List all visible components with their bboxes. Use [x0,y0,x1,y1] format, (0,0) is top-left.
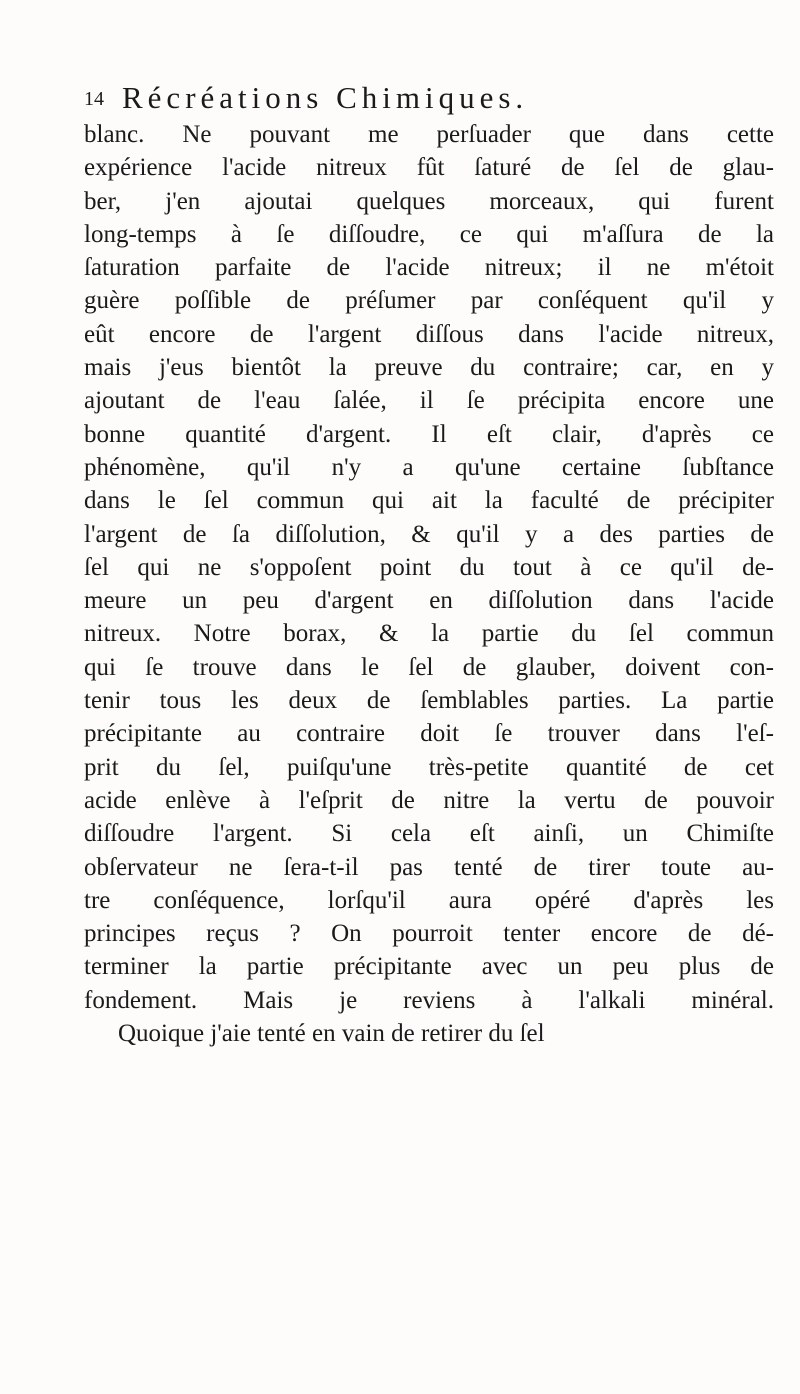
page-header [84,80,764,116]
text-line: nitreux. Notre borax, & la partie du ſel commun [84,620,774,648]
text-line: guère poſſible de préſumer par conſéquent qu'il y [84,287,774,315]
text-line: Quoique j'aie tenté en vain de retirer du ſel [118,1020,545,1048]
text-line: l'argent de ſa diſſolution, & qu'il y a des parties de [84,520,774,548]
text-line: bonne quantité d'argent. Il eſt clair, d'après ce [84,420,774,448]
text-line: meure un peu d'argent en diſſolution dans l'acide [84,587,774,615]
text-line: ſel qui ne s'oppoſent point du tout à ce qu'il de- [84,553,774,581]
text-line: ber, j'en ajoutai quelques morceaux, qui furent [84,187,774,215]
text-line: eût encore de l'argent diſſous dans l'acide nitreux, [84,320,774,348]
body-text [84,118,774,1050]
text-line: obſervateur ne ſera-t-il pas tenté de tirer toute au- [84,853,774,881]
text-line: long-temps à ſe diſſoudre, ce qui m'aſſura de la [84,220,774,248]
text-line: tenir tous les deux de ſemblables parties. La partie [84,687,774,715]
text-line: terminer la partie précipitante avec un peu plus de [84,953,774,981]
text-line: acide enlève à l'eſprit de nitre la vertu de pouvoir [84,786,774,814]
text-line: principes reçus ? On pourroit tenter encore de dé- [84,920,774,948]
text-line: ſaturation parfaite de l'acide nitreux; il ne m'étoit [84,254,774,282]
text-line: précipitante au contraire doit ſe trouver dans l'eſ- [84,720,774,748]
text-line: tre conſéquence, lorſqu'il aura opéré d'après les [84,886,774,914]
text-line: phénomène, qu'il n'y a qu'une certaine ſubſtance [84,453,774,481]
text-line: prit du ſel, puiſqu'une très-petite quantité de cet [84,753,774,781]
running-title: Récréations Chimiques. [122,80,529,115]
text-line: expérience l'acide nitreux fût ſaturé de ſel de glau- [84,154,774,182]
text-line: diſſoudre l'argent. Si cela eſt ainſi, un Chimiſte [84,820,774,848]
text-line: dans le ſel commun qui ait la faculté de précipiter [84,487,774,515]
text-line: blanc. Ne pouvant me perſuader que dans cette [84,121,774,148]
page-number: 14 [84,88,104,110]
text-line: qui ſe trouve dans le ſel de glauber, doivent con- [84,653,774,681]
text-line: ajoutant de l'eau ſalée, il ſe précipita encore une [84,387,774,415]
text-line: fondement. Mais je reviens à l'alkali minéral. [84,986,774,1014]
text-line: mais j'eus bientôt la preuve du contraire; car, en y [84,354,774,382]
